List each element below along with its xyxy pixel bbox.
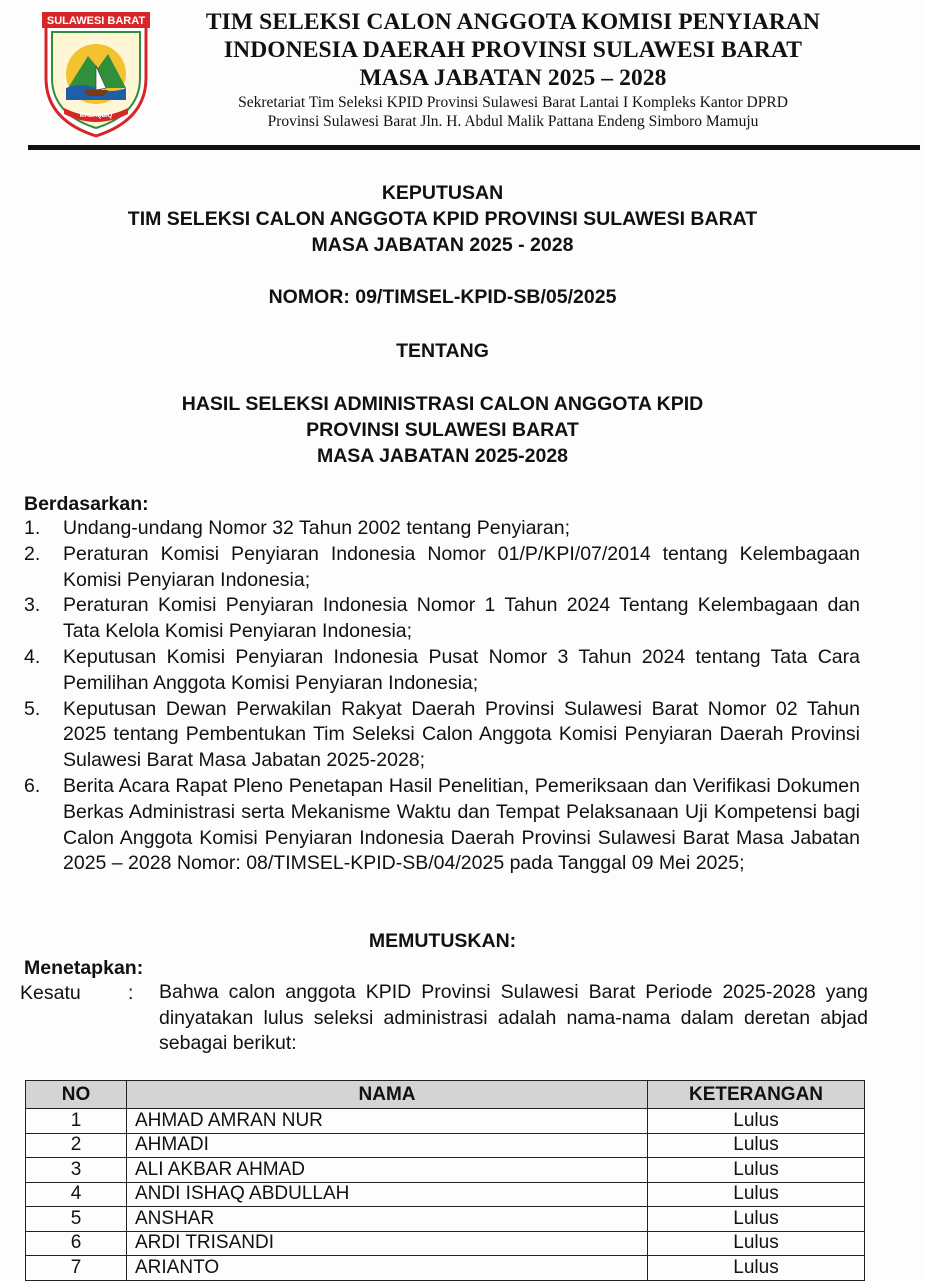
column-header-no: NO	[26, 1081, 127, 1109]
cell-no: 7	[26, 1256, 127, 1281]
table-row	[26, 1109, 865, 1134]
column-header-nama: NAMA	[127, 1081, 648, 1109]
decree-subject-2: PROVINSI SULAWESI BARAT	[306, 419, 579, 441]
decree-subtitle-1: TIM SELEKSI CALON ANGGOTA KPID PROVINSI SULAWESI BARAT	[127, 208, 758, 230]
cell-keterangan: Lulus	[648, 1133, 865, 1158]
cell-nama: ALI AKBAR AHMAD	[127, 1158, 648, 1183]
column-header-keterangan: KETERANGAN	[648, 1081, 865, 1109]
decree-subtitle-2: MASA JABATAN 2025 - 2028	[311, 234, 574, 256]
kesatu-text: Bahwa calon anggota KPID Provinsi Sulawesi Barat Periode 2025-2028 yang dinyatakan lulus seleksi administrasi adalah nama-nama dalam deretan abjad sebagai berikut:	[159, 981, 868, 1054]
table-row	[26, 1158, 865, 1183]
decree-tentang: TENTANG	[396, 340, 489, 362]
list-item	[24, 774, 860, 877]
cell-keterangan: Lulus	[648, 1158, 865, 1183]
cell-keterangan: Lulus	[648, 1256, 865, 1281]
table-row	[26, 1182, 865, 1207]
decree-subject	[0, 391, 885, 469]
letterhead-line-1: TIM SELEKSI CALON ANGGOTA KOMISI PENYIARAN	[205, 9, 821, 35]
list-item-number: 5.	[24, 697, 41, 720]
letterhead-divider	[28, 145, 920, 150]
list-item-text: Keputusan Dewan Perwakilan Rakyat Daerah Provinsi Sulawesi Barat Nomor 02 Tahun 2025 tentang Pembentukan Tim Seleksi Calon Anggota Komisi Penyiaran Daerah Provinsi Sulawesi Barat Masa Jabatan 2025-2028;	[63, 697, 860, 772]
logo-motto-text: MALAQBIQ	[79, 113, 113, 119]
cell-keterangan: Lulus	[648, 1207, 865, 1232]
list-item-number: 3.	[24, 594, 41, 617]
cell-nama: ARIANTO	[127, 1256, 648, 1281]
list-item-text: Peraturan Komisi Penyiaran Indonesia Nomor 01/P/KPI/07/2014 tentang Kelembagaan Komisi Penyiaran Indonesia;	[63, 542, 860, 591]
letterhead-address-1: Sekretariat Tim Seleksi KPID Provinsi Sulawesi Barat Lantai I Kompleks Kantor DPRD	[238, 94, 788, 111]
decree-number: NOMOR: 09/TIMSEL-KPID-SB/05/2025	[268, 286, 617, 308]
letterhead-line-2: INDONESIA DAERAH PROVINSI SULAWESI BARAT	[223, 37, 803, 63]
basis-heading: Berdasarkan:	[24, 493, 149, 515]
cell-keterangan: Lulus	[648, 1231, 865, 1256]
letterhead-address-2: Provinsi Sulawesi Barat Jln. H. Abdul Malik Pattana Endeng Simboro Mamuju	[267, 113, 759, 130]
cell-no: 1	[26, 1109, 127, 1134]
cell-nama: ANDI ISHAQ ABDULLAH	[127, 1182, 648, 1207]
table-row	[26, 1133, 865, 1158]
cell-no: 4	[26, 1182, 127, 1207]
cell-keterangan: Lulus	[648, 1109, 865, 1134]
list-item-text: Undang-undang Nomor 32 Tahun 2002 tentang Penyiaran;	[63, 517, 571, 539]
basis-list	[24, 516, 860, 877]
menetapkan-heading: Menetapkan:	[24, 957, 144, 979]
list-item-text: Keputusan Komisi Penyiaran Indonesia Pusat Nomor 3 Tahun 2024 tentang Tata Cara Pemilihan Anggota Komisi Penyiaran Indonesia;	[63, 645, 860, 694]
table-row	[26, 1207, 865, 1232]
cell-no: 5	[26, 1207, 127, 1232]
list-item-number: 4.	[24, 645, 41, 668]
table-row	[26, 1256, 865, 1281]
cell-no: 3	[26, 1158, 127, 1183]
cell-nama: AHMAD AMRAN NUR	[127, 1109, 648, 1134]
memutuskan-heading: MEMUTUSKAN:	[368, 930, 517, 952]
cell-nama: ARDI TRISANDI	[127, 1231, 648, 1256]
decree-title-block	[0, 180, 885, 258]
list-item	[24, 542, 860, 594]
results-table	[25, 1080, 865, 1281]
cell-nama: AHMADI	[127, 1133, 648, 1158]
list-item-text: Berita Acara Rapat Pleno Penetapan Hasil Penelitian, Pemeriksaan dan Verifikasi Dokumen Berkas Administrasi serta Mekanisme Waktu dan Tempat Pelaksanaan Uji Kompetensi bagi Calon Anggota Komisi Penyiaran Indonesia Daerah Provinsi Sulawesi Barat Masa Jabatan 2025 – 2028 Nomor: 08/TIMSEL-KPID-SB/04/2025 pada Tanggal 09 Mei 2025;	[63, 774, 860, 875]
list-item-number: 1.	[24, 517, 41, 539]
cell-no: 2	[26, 1133, 127, 1158]
list-item-number: 2.	[24, 542, 41, 565]
list-item	[24, 697, 860, 774]
letterhead	[168, 8, 858, 131]
decree-subject-1: HASIL SELEKSI ADMINISTRASI CALON ANGGOTA KPID	[181, 393, 704, 415]
list-item-text: Peraturan Komisi Penyiaran Indonesia Nomor 1 Tahun 2024 Tentang Kelembagaan dan Tata Kelola Komisi Penyiaran Indonesia;	[63, 594, 860, 643]
table-row	[26, 1231, 865, 1256]
kesatu-label: Kesatu	[20, 982, 81, 1004]
logo-banner-text: SULAWESI BARAT	[46, 15, 146, 27]
list-item	[24, 645, 860, 697]
list-item	[24, 593, 860, 645]
cell-no: 6	[26, 1231, 127, 1256]
cell-nama: ANSHAR	[127, 1207, 648, 1232]
sulawesi-barat-emblem-logo	[36, 8, 156, 140]
list-item-number: 6.	[24, 774, 41, 797]
cell-keterangan: Lulus	[648, 1182, 865, 1207]
decree-subject-3: MASA JABATAN 2025-2028	[316, 445, 569, 467]
table-header-row	[26, 1081, 865, 1109]
letterhead-line-3: MASA JABATAN 2025 – 2028	[359, 65, 667, 91]
decree-title: KEPUTUSAN	[381, 182, 504, 204]
kesatu-colon: :	[128, 982, 134, 1004]
list-item	[24, 516, 860, 542]
